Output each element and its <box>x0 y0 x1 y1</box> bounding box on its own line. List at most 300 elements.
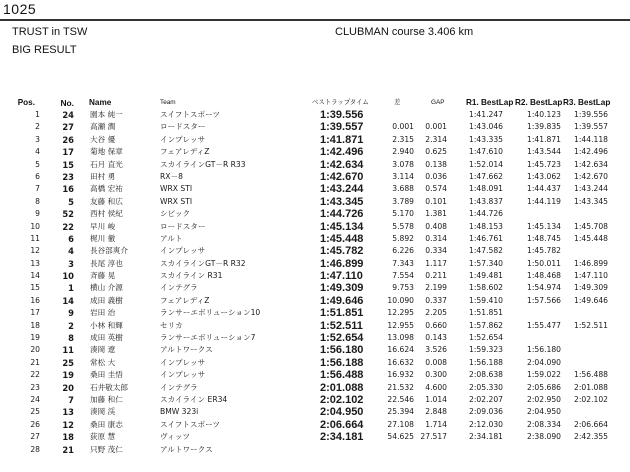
car-model-cell: スカイライン R31 <box>160 271 223 281</box>
event-title: TRUST in TSW <box>12 26 88 38</box>
table-row <box>0 258 630 270</box>
r1-bestlap-cell: 2:12.030 <box>469 419 503 429</box>
best-lap-cell: 1:45.134 <box>320 220 364 233</box>
car-number-cell: 10 <box>62 271 74 282</box>
driver-name-cell: 長尾 淳也 <box>90 258 123 268</box>
r3-bestlap-cell: 1:39.557 <box>574 122 608 132</box>
r1-bestlap-cell: 2:02.207 <box>469 394 503 404</box>
driver-name-cell: 高瀬 潤 <box>90 122 116 132</box>
diff-cell: 5.578 <box>392 221 414 231</box>
r3-bestlap-cell: 2:42.355 <box>574 432 608 442</box>
col-no-header: No. <box>60 98 74 108</box>
car-model-cell: フェアレディZ <box>160 295 210 305</box>
pos-cell: 20 <box>30 345 40 355</box>
r2-bestlap-cell: 1:54.974 <box>527 283 561 293</box>
col-lap1-header: R1. BestLap <box>466 98 514 107</box>
r3-bestlap-cell: 1:39.556 <box>574 110 608 119</box>
gap-cell: 1.014 <box>425 394 447 404</box>
table-row <box>0 419 630 431</box>
driver-name-cell: 田村 勇 <box>90 171 116 181</box>
table-row <box>0 245 630 257</box>
driver-name-cell: 菊地 保章 <box>90 147 123 157</box>
diff-cell: 12.295 <box>387 308 414 318</box>
diff-cell: 54.625 <box>387 432 414 442</box>
car-number-cell: 7 <box>68 394 74 405</box>
table-row <box>0 332 630 344</box>
r2-bestlap-cell: 2:04.950 <box>527 407 561 417</box>
car-number-cell: 22 <box>62 221 74 232</box>
best-lap-cell: 1:42.634 <box>320 158 364 171</box>
car-model-cell: インプレッサ <box>160 134 206 144</box>
r1-bestlap-cell: 1:57.340 <box>469 258 503 268</box>
car-model-cell: ランサーエボリューション10 <box>160 308 261 318</box>
col-diff-header: 差 <box>394 99 401 106</box>
results-table <box>0 97 630 456</box>
table-row <box>0 282 630 294</box>
r3-bestlap-cell: 1:56.488 <box>574 370 608 380</box>
r3-bestlap-cell: 2:06.664 <box>574 419 608 429</box>
table-row <box>0 146 630 158</box>
r3-bestlap-cell: 1:42.634 <box>574 159 608 169</box>
col-lap2-header: R2. BestLap <box>515 98 563 107</box>
diff-cell: 3.078 <box>392 159 414 169</box>
diff-cell: 21.532 <box>387 382 414 392</box>
driver-name-cell: 成田 義樹 <box>90 295 123 305</box>
table-row <box>0 320 630 332</box>
pos-cell: 13 <box>30 258 40 268</box>
gap-cell: 4.600 <box>425 382 447 392</box>
diff-cell: 16.632 <box>387 357 414 367</box>
gap-cell: 0.036 <box>425 171 447 181</box>
gap-cell: 0.211 <box>425 271 447 281</box>
r2-bestlap-cell: 2:05.686 <box>527 382 561 392</box>
table-row <box>0 221 630 233</box>
table-row <box>0 109 630 121</box>
r2-bestlap-cell: 1:39.835 <box>527 122 561 132</box>
best-lap-cell: 2:06.664 <box>320 418 364 431</box>
r1-bestlap-cell: 1:43.335 <box>469 134 503 144</box>
gap-cell: 1.381 <box>425 209 447 219</box>
car-number-cell: 14 <box>62 295 74 306</box>
table-row <box>0 394 630 406</box>
table-row <box>0 196 630 208</box>
best-lap-cell: 1:43.244 <box>320 183 364 196</box>
table-row <box>0 357 630 369</box>
table-row <box>0 171 630 183</box>
class-title: BIG RESULT <box>12 44 77 56</box>
r1-bestlap-cell: 1:58.602 <box>469 283 503 293</box>
r2-bestlap-cell: 1:56.180 <box>527 345 561 355</box>
pos-cell: 17 <box>30 308 40 318</box>
r1-bestlap-cell: 1:48.153 <box>469 221 503 231</box>
car-model-cell: アルトワークス <box>160 444 213 454</box>
diff-cell: 12.955 <box>387 320 414 330</box>
car-model-cell: スイフトスポーツ <box>160 419 220 429</box>
diff-cell: 27.108 <box>387 419 414 429</box>
car-number-cell: 21 <box>62 444 74 455</box>
pos-cell: 9 <box>35 209 40 219</box>
r1-bestlap-cell: 1:59.410 <box>469 295 503 305</box>
gap-cell: 0.001 <box>425 122 447 132</box>
car-number-cell: 5 <box>68 196 74 207</box>
driver-name-cell: 只野 茂仁 <box>90 444 123 454</box>
driver-name-cell: 岩田 治 <box>90 308 116 318</box>
table-row <box>0 307 630 319</box>
r3-bestlap-cell: 1:43.345 <box>574 196 608 206</box>
pos-cell: 18 <box>30 320 40 330</box>
gap-cell: 0.408 <box>425 221 447 231</box>
r3-bestlap-cell: 1:44.118 <box>574 134 608 144</box>
r1-bestlap-cell: 1:41.247 <box>469 110 503 119</box>
r1-bestlap-cell: 1:51.851 <box>469 308 503 318</box>
page-number: 1025 <box>3 1 37 17</box>
r1-bestlap-cell: 1:49.481 <box>469 271 503 281</box>
driver-name-cell: 西村 侯紀 <box>90 209 123 219</box>
car-number-cell: 4 <box>68 246 74 257</box>
r1-bestlap-cell: 1:47.662 <box>469 171 503 181</box>
r1-bestlap-cell: 1:43.046 <box>469 122 503 132</box>
car-model-cell: インテグラ <box>160 283 198 293</box>
car-model-cell: BMW 323i <box>160 407 199 417</box>
best-lap-cell: 1:56.188 <box>320 356 364 369</box>
r2-bestlap-cell: 2:08.334 <box>527 419 561 429</box>
car-model-cell: インプレッサ <box>160 357 206 367</box>
diff-cell: 3.114 <box>392 171 414 181</box>
table-row <box>0 159 630 171</box>
table-row <box>0 121 630 133</box>
pos-cell: 15 <box>30 283 40 293</box>
diff-cell: 16.932 <box>387 370 414 380</box>
best-lap-cell: 1:39.557 <box>320 121 364 134</box>
gap-cell: 0.101 <box>425 196 447 206</box>
r3-bestlap-cell: 2:01.088 <box>574 382 608 392</box>
gap-cell: 27.517 <box>420 432 447 442</box>
best-lap-cell: 2:04.950 <box>320 406 364 419</box>
col-name-header: Name <box>89 98 112 107</box>
table-header-row <box>0 97 630 109</box>
car-number-cell: 3 <box>68 258 74 269</box>
car-model-cell: RX－8 <box>160 171 183 181</box>
driver-name-cell: 石月 直光 <box>90 159 123 169</box>
r2-bestlap-cell: 2:02.950 <box>527 394 561 404</box>
table-row <box>0 183 630 195</box>
pos-cell: 26 <box>30 419 40 429</box>
r3-bestlap-cell: 1:42.670 <box>574 171 608 181</box>
gap-cell: 0.138 <box>425 159 447 169</box>
r1-bestlap-cell: 1:46.761 <box>469 233 503 243</box>
r2-bestlap-cell: 1:45.782 <box>527 246 561 256</box>
r3-bestlap-cell: 1:45.448 <box>574 233 608 243</box>
driver-name-cell: 常松 大 <box>90 357 116 367</box>
best-lap-cell: 1:52.511 <box>320 319 363 332</box>
gap-cell: 0.008 <box>425 357 447 367</box>
driver-name-cell: 荻原 慧 <box>90 432 116 442</box>
r1-bestlap-cell: 2:34.181 <box>469 432 503 442</box>
driver-name-cell: 小林 和輝 <box>90 320 123 330</box>
best-lap-cell: 1:47.110 <box>320 270 363 283</box>
driver-name-cell: 大谷 優 <box>90 134 116 144</box>
r2-bestlap-cell: 2:38.090 <box>527 432 561 442</box>
r3-bestlap-cell: 1:45.708 <box>574 221 608 231</box>
col-best-header: ベストラップタイム <box>312 99 369 106</box>
car-model-cell: スカイラインGT－R R33 <box>160 159 246 169</box>
r3-bestlap-cell: 1:46.899 <box>574 258 608 268</box>
car-model-cell: WRX STI <box>160 196 193 206</box>
r2-bestlap-cell: 1:48.745 <box>527 233 561 243</box>
best-lap-cell: 1:43.345 <box>320 195 364 208</box>
diff-cell: 13.098 <box>387 333 414 343</box>
driver-name-cell: 長谷部爽介 <box>90 246 128 256</box>
car-number-cell: 18 <box>62 432 74 443</box>
gap-cell: 0.625 <box>425 147 447 157</box>
r2-bestlap-cell: 1:50.011 <box>527 258 561 268</box>
r2-bestlap-cell: 1:48.468 <box>527 271 561 281</box>
driver-name-cell: 横山 介源 <box>90 283 123 293</box>
car-model-cell: アルトワークス <box>160 345 213 355</box>
r1-bestlap-cell: 1:43.837 <box>469 196 503 206</box>
r3-bestlap-cell: 1:52.511 <box>574 320 608 330</box>
car-model-cell: スイフトスポーツ <box>160 110 220 119</box>
r1-bestlap-cell: 1:47.610 <box>469 147 503 157</box>
best-lap-cell: 1:56.488 <box>320 369 364 382</box>
pos-cell: 6 <box>35 171 40 181</box>
best-lap-cell: 1:41.871 <box>320 133 364 146</box>
r2-bestlap-cell: 1:59.022 <box>527 370 561 380</box>
diff-cell: 25.394 <box>387 407 414 417</box>
gap-cell: 2.199 <box>425 283 447 293</box>
pos-cell: 8 <box>35 196 40 206</box>
car-number-cell: 12 <box>62 419 74 430</box>
r1-bestlap-cell: 1:57.862 <box>469 320 503 330</box>
table-row <box>0 270 630 282</box>
diff-cell: 7.343 <box>392 258 414 268</box>
car-model-cell: インプレッサ <box>160 370 206 380</box>
car-model-cell: スカイラインGT－R R32 <box>160 258 246 268</box>
best-lap-cell: 1:46.899 <box>320 257 364 270</box>
best-lap-cell: 1:39.556 <box>320 109 364 121</box>
car-model-cell: インプレッサ <box>160 246 206 256</box>
r2-bestlap-cell: 1:45.134 <box>527 221 561 231</box>
r2-bestlap-cell: 1:43.544 <box>527 147 561 157</box>
best-lap-cell: 1:45.448 <box>320 232 364 245</box>
diff-cell: 5.892 <box>392 233 414 243</box>
r3-bestlap-cell: 1:47.110 <box>574 271 608 281</box>
table-row <box>0 134 630 146</box>
gap-cell: 0.143 <box>425 333 447 343</box>
diff-cell: 2.940 <box>392 147 414 157</box>
best-lap-cell: 1:44.726 <box>320 208 364 221</box>
col-pos-header: Pos. <box>17 98 35 107</box>
driver-name-cell: 石井敬太郎 <box>90 382 128 392</box>
pos-cell: 10 <box>30 221 40 231</box>
r2-bestlap-cell: 1:57.566 <box>527 295 561 305</box>
car-number-cell: 19 <box>62 370 74 381</box>
table-row <box>0 444 630 456</box>
table-row <box>0 431 630 443</box>
gap-cell: 2.848 <box>425 407 447 417</box>
r2-bestlap-cell: 1:44.437 <box>527 184 561 194</box>
car-model-cell: ロードスター <box>160 122 206 132</box>
car-number-cell: 8 <box>68 333 74 344</box>
pos-cell: 19 <box>30 333 40 343</box>
diff-cell: 9.753 <box>392 283 414 293</box>
r1-bestlap-cell: 1:52.014 <box>469 159 503 169</box>
diff-cell: 3.789 <box>392 196 414 206</box>
gap-cell: 0.574 <box>425 184 447 194</box>
diff-cell: 7.554 <box>392 271 414 281</box>
diff-cell: 6.226 <box>392 246 414 256</box>
best-lap-cell: 1:42.670 <box>320 170 364 183</box>
gap-cell: 0.334 <box>425 246 447 256</box>
car-number-cell: 6 <box>68 233 74 244</box>
driver-name-cell: 桑田 康志 <box>90 419 123 429</box>
r3-bestlap-cell: 1:49.309 <box>574 283 608 293</box>
pos-cell: 24 <box>30 394 40 404</box>
driver-name-cell: 園本 純一 <box>90 110 123 119</box>
table-row <box>0 233 630 245</box>
diff-cell: 2.315 <box>392 134 414 144</box>
r2-bestlap-cell: 1:40.123 <box>527 110 561 119</box>
best-lap-cell: 1:52.654 <box>320 332 364 345</box>
r2-bestlap-cell: 2:04.090 <box>527 357 561 367</box>
best-lap-cell: 1:42.496 <box>320 146 364 159</box>
top-rule <box>0 19 630 21</box>
gap-cell: 0.300 <box>425 370 447 380</box>
driver-name-cell: 高橋 宏祐 <box>90 184 123 194</box>
pos-cell: 22 <box>30 370 40 380</box>
col-team-header: Team <box>160 99 176 106</box>
best-lap-cell: 2:34.181 <box>320 431 364 444</box>
car-number-cell: 2 <box>68 320 74 331</box>
car-model-cell: WRX STI <box>160 184 193 194</box>
col-gap-header: GAP <box>431 99 445 106</box>
pos-cell: 7 <box>35 184 40 194</box>
r3-bestlap-cell: 1:42.496 <box>574 147 608 157</box>
r1-bestlap-cell: 1:44.726 <box>469 209 503 219</box>
r1-bestlap-cell: 1:56.188 <box>469 357 503 367</box>
r1-bestlap-cell: 1:47.582 <box>469 246 503 256</box>
car-model-cell: スカイライン ER34 <box>160 394 228 404</box>
r2-bestlap-cell: 1:55.477 <box>527 320 561 330</box>
car-model-cell: シビック <box>160 209 191 219</box>
car-number-cell: 24 <box>62 110 74 120</box>
gap-cell: 2.205 <box>425 308 447 318</box>
table-row <box>0 208 630 220</box>
best-lap-cell: 1:45.782 <box>320 245 364 258</box>
car-model-cell: フェアレディZ <box>160 147 210 157</box>
car-model-cell: ヴィッツ <box>160 432 190 442</box>
diff-cell: 10.090 <box>387 295 414 305</box>
car-model-cell: ランサーエボリューション7 <box>160 333 256 343</box>
driver-name-cell: 梶川 徹 <box>90 233 116 243</box>
pos-cell: 11 <box>30 233 40 243</box>
table-body <box>0 109 630 456</box>
driver-name-cell: 斉藤 晃 <box>90 271 116 281</box>
course-info: CLUBMAN course 3.406 km <box>335 26 474 38</box>
table-row <box>0 382 630 394</box>
r1-bestlap-cell: 1:48.091 <box>469 184 503 194</box>
table-row <box>0 295 630 307</box>
car-number-cell: 17 <box>62 147 74 158</box>
driver-name-cell: 早川 峻 <box>90 221 116 231</box>
driver-name-cell: 加藤 和仁 <box>90 394 123 404</box>
gap-cell: 0.314 <box>425 233 447 243</box>
r1-bestlap-cell: 2:08.638 <box>469 370 503 380</box>
best-lap-cell: 1:56.180 <box>320 344 364 357</box>
pos-cell: 14 <box>30 271 40 281</box>
r3-bestlap-cell: 1:43.244 <box>574 184 608 194</box>
gap-cell: 1.714 <box>425 419 447 429</box>
car-number-cell: 26 <box>62 134 74 145</box>
diff-cell: 0.001 <box>392 122 414 132</box>
car-number-cell: 52 <box>62 209 74 220</box>
gap-cell: 1.117 <box>425 258 447 268</box>
car-model-cell: インテグラ <box>160 382 198 392</box>
driver-name-cell: 成田 英樹 <box>90 333 123 343</box>
r1-bestlap-cell: 2:05.330 <box>469 382 503 392</box>
col-lap3-header: R3. BestLap <box>563 98 611 107</box>
pos-cell: 23 <box>30 382 40 392</box>
car-number-cell: 9 <box>68 308 74 319</box>
r3-bestlap-cell: 1:49.646 <box>574 295 608 305</box>
gap-cell: 2.314 <box>425 134 447 144</box>
car-number-cell: 16 <box>62 184 74 195</box>
best-lap-cell: 1:51.851 <box>320 307 364 320</box>
diff-cell: 5.170 <box>392 209 414 219</box>
table-row <box>0 406 630 418</box>
car-number-cell: 11 <box>62 345 74 356</box>
r1-bestlap-cell: 1:59.323 <box>469 345 503 355</box>
car-number-cell: 1 <box>68 283 74 294</box>
car-number-cell: 15 <box>62 159 74 170</box>
driver-name-cell: 湊岡 遼 <box>90 345 116 355</box>
best-lap-cell: 1:49.309 <box>320 282 364 295</box>
pos-cell: 12 <box>30 246 40 256</box>
pos-cell: 4 <box>35 147 40 157</box>
gap-cell: 3.526 <box>425 345 447 355</box>
car-number-cell: 20 <box>62 382 74 393</box>
best-lap-cell: 1:49.646 <box>320 294 364 307</box>
table-row <box>0 369 630 381</box>
car-number-cell: 13 <box>62 407 74 418</box>
car-model-cell: ロードスター <box>160 221 206 231</box>
r2-bestlap-cell: 1:45.723 <box>527 159 561 169</box>
r1-bestlap-cell: 1:52.654 <box>469 333 503 343</box>
gap-cell: 0.337 <box>425 295 447 305</box>
pos-cell: 1 <box>35 110 40 119</box>
pos-cell: 27 <box>30 432 40 442</box>
r2-bestlap-cell: 1:43.062 <box>527 171 561 181</box>
pos-cell: 3 <box>35 134 40 144</box>
car-number-cell: 25 <box>62 357 74 368</box>
r1-bestlap-cell: 2:09.036 <box>469 407 503 417</box>
pos-cell: 5 <box>35 159 40 169</box>
r2-bestlap-cell: 1:44.119 <box>527 196 561 206</box>
car-number-cell: 23 <box>62 171 74 182</box>
car-model-cell: セリカ <box>160 320 183 330</box>
car-number-cell: 27 <box>62 122 74 133</box>
diff-cell: 16.624 <box>387 345 414 355</box>
diff-cell: 3.688 <box>392 184 414 194</box>
pos-cell: 25 <box>30 407 40 417</box>
pos-cell: 16 <box>30 295 40 305</box>
diff-cell: 22.546 <box>387 394 414 404</box>
driver-name-cell: 桑田 圭悟 <box>90 370 123 380</box>
pos-cell: 2 <box>35 122 40 132</box>
r2-bestlap-cell: 1:41.871 <box>527 134 561 144</box>
table-row <box>0 344 630 356</box>
best-lap-cell: 2:02.102 <box>320 393 364 406</box>
